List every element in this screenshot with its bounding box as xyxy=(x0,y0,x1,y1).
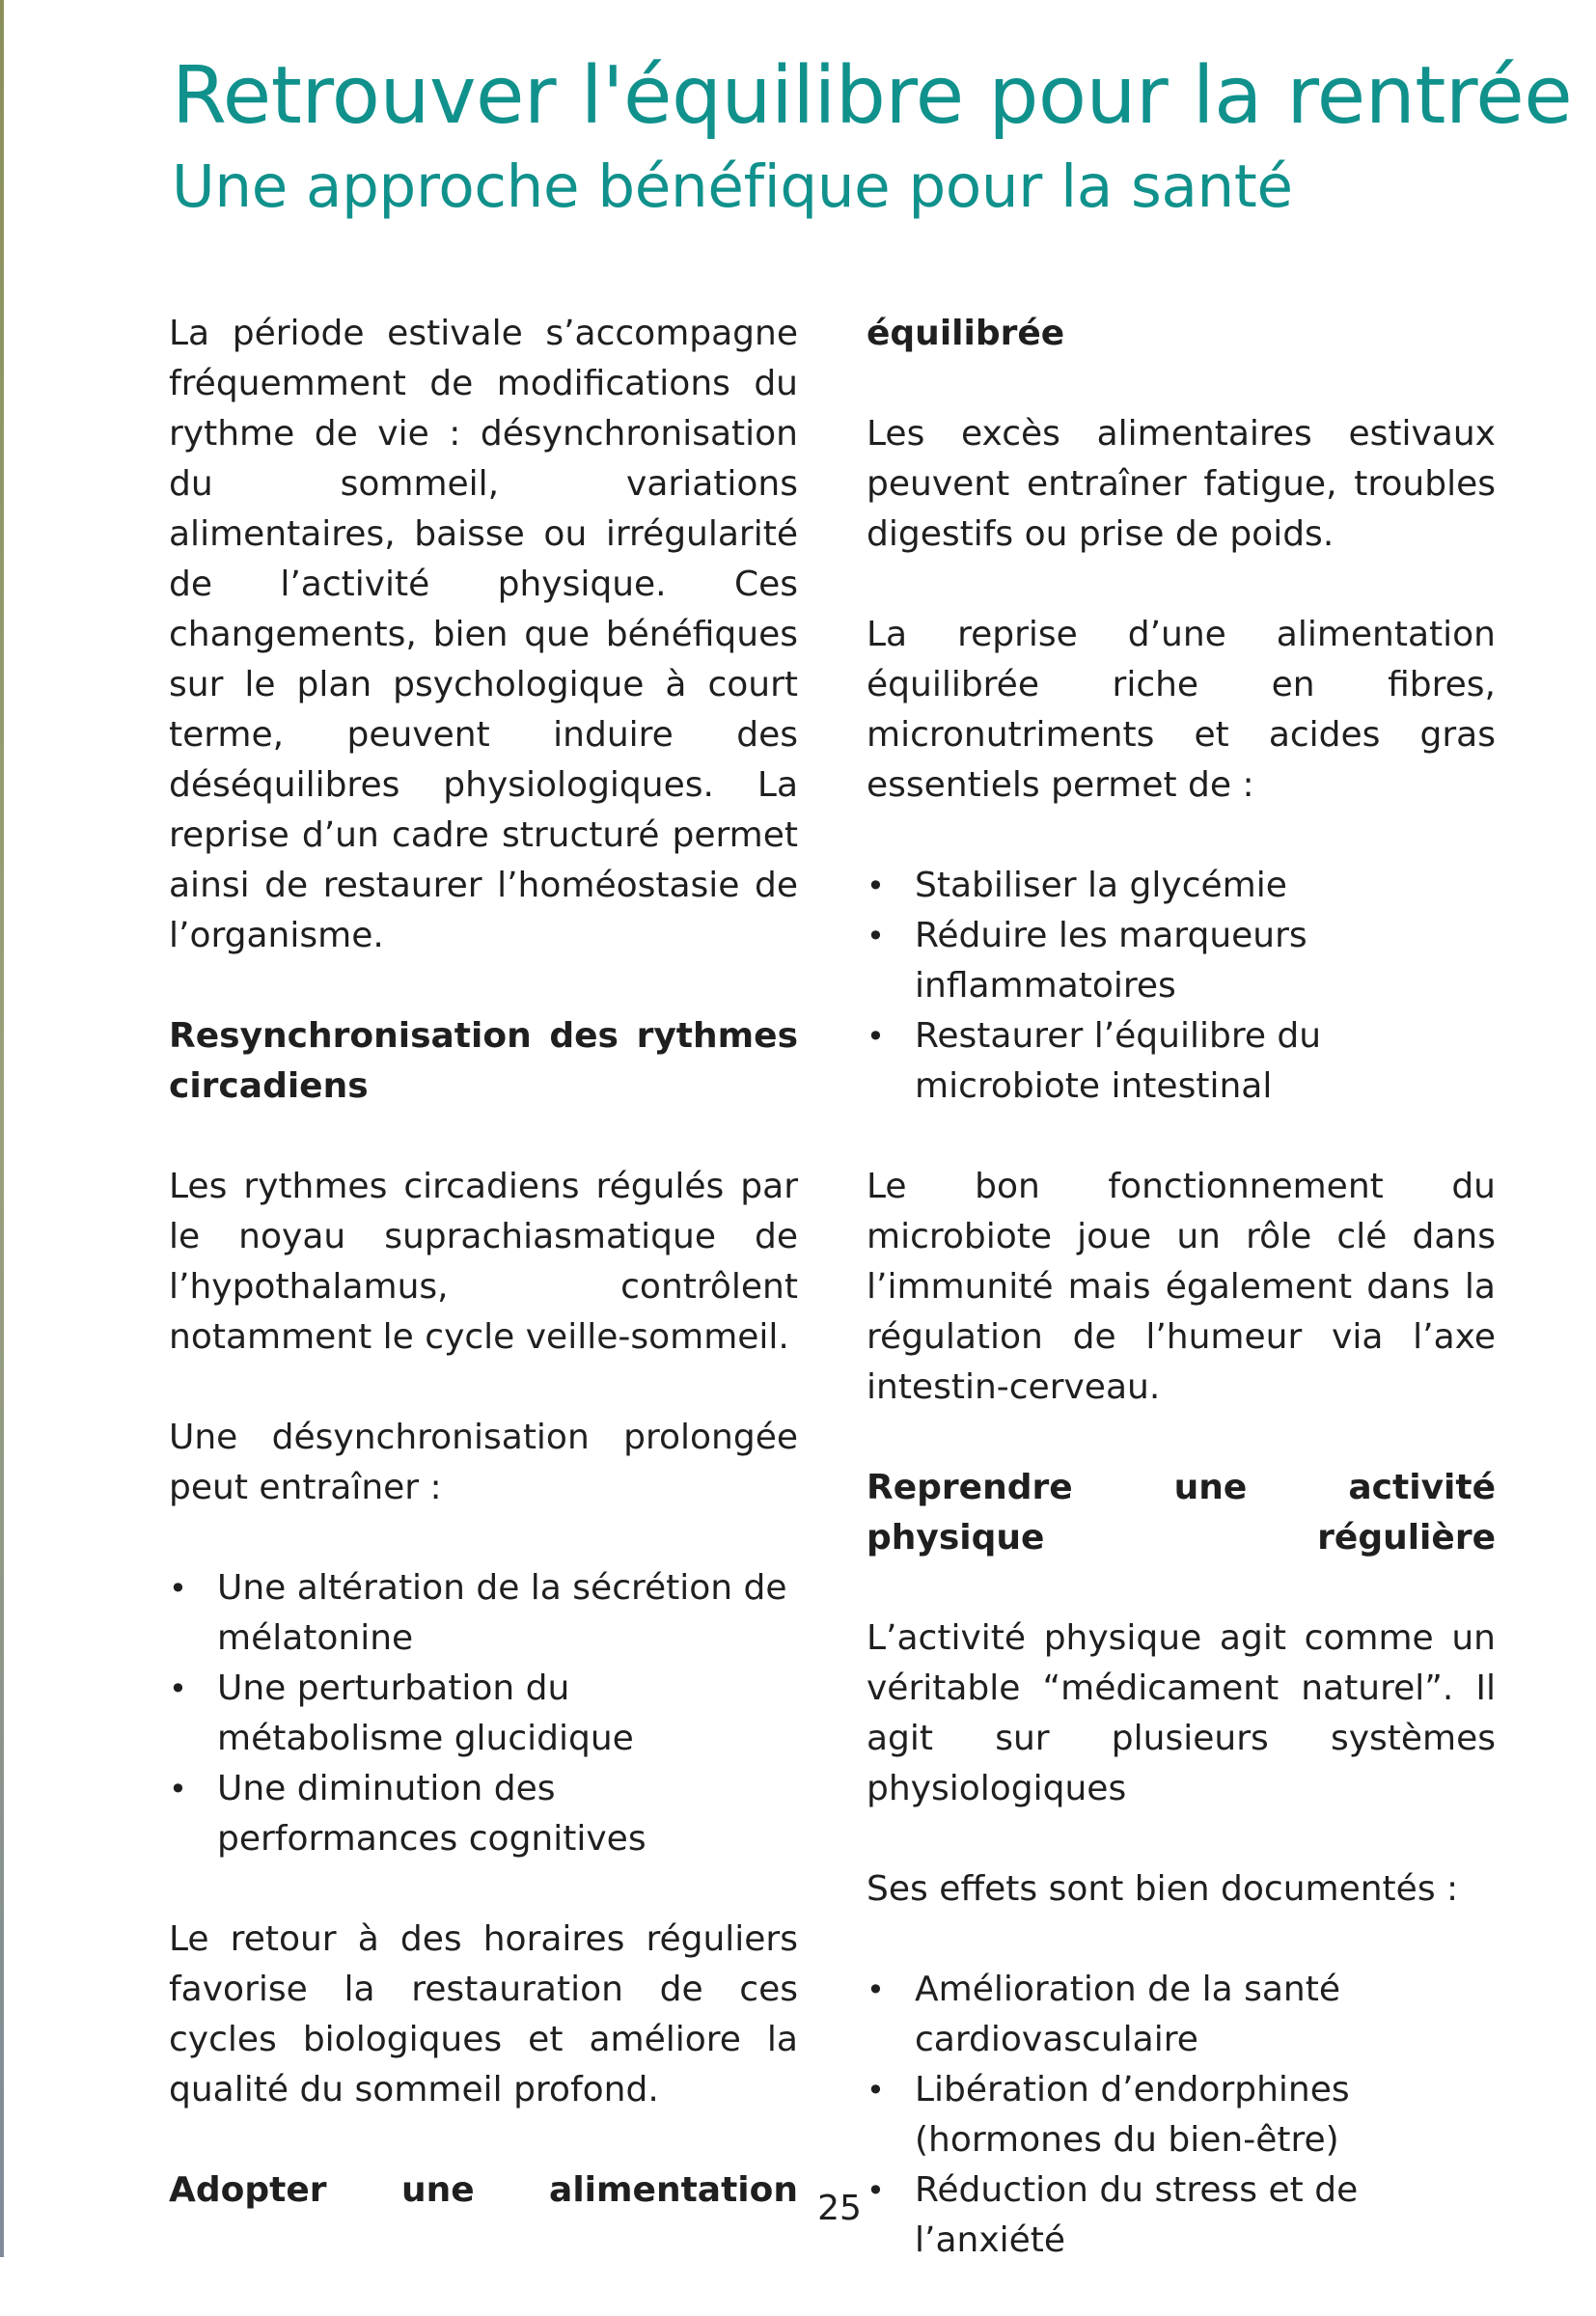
heading-nutrition-start: Adopter une alimentation xyxy=(169,2170,798,2210)
list-item: • Une perturbation du métabolisme glucidique xyxy=(169,1664,798,1764)
page-subtitle: Une approche bénéfique pour la santé xyxy=(172,152,1293,221)
intro-paragraph: La période estivale s’accompagne fréquemment de modifications du rythme de vie : désynchronisation du sommeil, variations alimentaires, baisse ou irrégularité de l’activité physique. Ces changements, bien que bénéfiques sur le plan psychologique à court terme, peuvent induire des déséquilibres physiologiques. La reprise d’un cadre structuré permet ainsi de restaurer l’homéostasie de l’organisme. xyxy=(169,314,798,955)
right-column xyxy=(867,309,1496,2316)
list-item: • Réduction du stress et de l’anxiété xyxy=(867,2165,1496,2266)
diet-benefits-list xyxy=(867,861,1496,1112)
regular-hours-paragraph: Le retour à des horaires réguliers favorise la restauration de ces cycles biologiques et améliore la qualité du sommeil profond. xyxy=(169,1919,798,2109)
balanced-diet-paragraph: La reprise d’une alimentation équilibrée riche en fibres, micronutriments et acides gras essentiels permet de : xyxy=(867,615,1496,805)
desync-paragraph: Une désynchronisation prolongée peut entraîner : xyxy=(169,1418,798,1507)
activity-paragraph: L’activité physique agit comme un véritable “médicament naturel”. Il agit sur plusieurs systèmes physiologiques xyxy=(867,1618,1496,1808)
page-title: Retrouver l'équilibre pour la rentrée xyxy=(172,50,1573,142)
list-item: • Amélioration de la santé cardiovasculaire xyxy=(867,1965,1496,2065)
circadian-paragraph: Les rythmes circadiens régulés par le noyau suprachiasmatique de l’hypothalamus, contrôlent notamment le cycle veille-sommeil. xyxy=(169,1167,798,1357)
excess-paragraph: Les excès alimentaires estivaux peuvent entraîner fatigue, troubles digestifs ou prise de poids. xyxy=(867,414,1496,554)
list-item: • Une altération de la sécrétion de mélatonine xyxy=(169,1563,798,1664)
effects-intro-paragraph: Ses effets sont bien documentés : xyxy=(867,1869,1459,1909)
heading-nutrition-end: équilibrée xyxy=(867,314,1065,353)
microbiota-paragraph: Le bon fonctionnement du microbiote joue un rôle clé dans l’immunité mais également dans la régulation de l’humeur via l’axe intestin-cerveau. xyxy=(867,1167,1496,1407)
left-column xyxy=(169,309,798,2266)
page-number: 25 xyxy=(817,2189,862,2228)
list-item: • Stabiliser la glycémie xyxy=(867,861,1496,911)
desync-effects-list xyxy=(169,1563,798,1864)
heading-circadian: Resynchronisation des rythmes circadiens xyxy=(169,1016,798,1106)
list-item: • Réduire les marqueurs inflammatoires xyxy=(867,911,1496,1011)
list-item: • Restaurer l’équilibre du microbiote intestinal xyxy=(867,1011,1496,1112)
heading-physical-activity: Reprendre une activité physique régulière xyxy=(867,1468,1496,1558)
page-edge-decoration xyxy=(0,0,4,2257)
list-item: • Libération d’endorphines (hormones du bien-être) xyxy=(867,2065,1496,2165)
list-item: • Une diminution des performances cognitives xyxy=(169,1764,798,1864)
